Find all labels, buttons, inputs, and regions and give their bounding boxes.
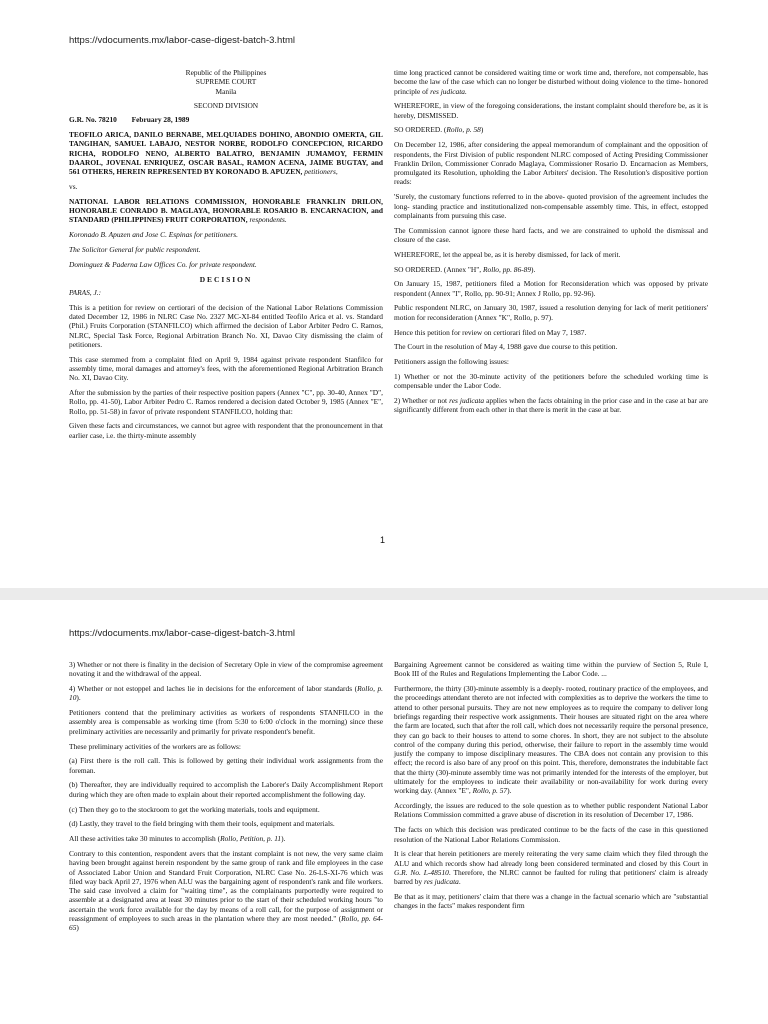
petitioners-names: TEOFILO ARICA, DANILO BERNABE, MELQUIADES DOHINO, ABONDIO OMERTA, GIL TANGIHAN, SAMUEL LABAJO, NESTOR NORBE, RODOLFO CONCEPCION, RICARDO RICHA, RODOLFO NENO, ALBERTO BALATRO, BENJAMIN JUMAMOY, FERMIN DAAROL, JOVENAL ENRIQUEZ, OSCAR BASAL, RAMON ACENA, JAIME BUGTAY, and 561 OTHERS, HEREIN REPRESENTED BY KORONADO B. APUZEN, — [69, 129, 383, 177]
paragraph: 4) Whether or not estoppel and laches lie in decisions for the enforcement of labor standards (Rollo, p. 10). — [69, 684, 383, 703]
paragraph: Bargaining Agreement cannot be considered as waiting time within the purview of Section 5, Rule I, Book III of the Rules and Regulations Implementing the Labor Code. ... — [394, 660, 708, 679]
paragraph: These preliminary activities of the workers are as follows: — [69, 741, 241, 751]
petitioners-label: petitioners, — [304, 167, 338, 177]
page2-left-column — [69, 660, 383, 938]
paragraph: This is a petition for review on certiorari of the decision of the National Labor Relations Commission dated December 12, 1986 in NLRC Case No. 2327 MC-XI-84 entitled Teofilo Arica et al. vs. Standard (Phil.) Fruits Corporation (STANFILCO) which affirmed the decision of Labor Arbiter Pedro C. Ramos, NLRC, Special Task Force, Regional Arbitration Branch No. XI, Davao City dismissing the claim of petitioners. — [69, 302, 383, 349]
source-url[interactable]: https://vdocuments.mx/labor-case-digest-batch-3.html — [69, 35, 295, 46]
paragraph: SO ORDERED. (Rollo, p. 58) — [394, 125, 484, 135]
respondents-names: NATIONAL LABOR RELATIONS COMMISSION, HONORABLE FRANKLIN DRILON, HONORABLE CONRADO B. MAGLAYA, HONORABLE ROSARIO B. ENCARNACION, and STANDARD (PHILIPPINES) FRUIT CORPORATION, — [69, 196, 383, 225]
paragraph: On December 12, 1986, after considering the appeal memorandum of complainant and the opposition of respondents, the First Division of public respondent NLRC composed of Acting Presiding Commissioner Franklin Drilon, Commissioner Conrado Maglaya, Commissioner Rosario D. Encarnacion as Members, promulgated its Resolution, upholding the Labor Arbiters' decision. The Resolution's dispositive portion reads: — [394, 140, 708, 187]
paragraph: Furthermore, the thirty (30)-minute assembly is a deeply- rooted, routinary practice of the employees, and the proceedings attendant thereto are not infected with complexities as to deprive the workers the time to attend to other personal pursuits. They are not new employees as to require the company to deliver long briefings regarding their respective work assignments. Their houses are situated right on the area where the farm are located, such that after the roll call, which does not necessarily require the personal presence, they can go back to their houses to attend to some chores. In short, they are not subject to the absolute control of the company during this period, otherwise, their failure to report in the assembly time would justify the company to impose disciplinary measures. The CBA does not contain any provision to this effect; the record is also bare of any proof on this point. This, therefore, demonstrates the indubitable fact that the thirty (30)-minute assembly time was not primarily intended for the interests of the employer, but ultimately for the employees to indicate their availability or non-availability for work during every working day. (Annex "E", Rollo, p. 57). — [394, 684, 708, 796]
paragraph: 'Surely, the customary functions referred to in the above- quoted provision of the agreement includes the long- standing practice and institutionalized non-compensable assembly time. This, in effect, estopped complainants from pursuing this case. — [394, 192, 708, 220]
paragraph: (d) Lastly, they travel to the field bringing with them their tools, equipment and materials. — [69, 819, 335, 829]
paragraph: 1) Whether or not the 30-minute activity of the petitioners before the scheduled working time is compensable under the Labor Code. — [394, 371, 708, 391]
page1-right-column — [394, 68, 708, 420]
respondents-block — [69, 197, 383, 225]
paragraph: WHEREFORE, let the appeal be, as it is hereby dismissed, for lack of merit. — [394, 249, 621, 259]
paragraph: 3) Whether or not there is finality in the decision of Secretary Ople in view of the compromise agreement novating it and the withdrawal of the appeal. — [69, 660, 383, 679]
petitioners-block — [69, 130, 383, 176]
page-number: 1 — [380, 535, 386, 545]
ponente: PARAS, J.: — [69, 287, 102, 297]
paragraph: (b) Thereafter, they are individually required to accomplish the Laborer's Daily Accomplishment Report during which they are often made to explain about their reported accomplishment the following day. — [69, 780, 383, 799]
paragraph: The facts on which this decision was predicated continue to be the facts of the case in this questioned resolution of the National Labor Relations Commission. — [394, 825, 708, 844]
paragraph: WHEREFORE, in view of the foregoing considerations, the instant complaint should therefore be, as it is hereby, DISMISSED. — [394, 101, 708, 120]
paragraph: Hence this petition for review on certiorari filed on May 7, 1987. — [394, 327, 587, 337]
paragraph: It is clear that herein petitioners are merely reiterating the very same claim which they filed through the ALU and which records show had already long been considered terminated and closed by this Court in G.R. No. L-48510. Therefore, the NLRC cannot be faulted for ruling that petitioners' claim is already barred by res judicata. — [394, 849, 709, 887]
counsel-private: Dominguez & Paderna Law Offices Co. for private respondent. — [69, 259, 257, 269]
paragraph: Accordingly, the issues are reduced to the sole question as to whether public respondent National Labor Relations Commission committed a grave abuse of discretion in its resolution of December 17, 1986. — [394, 801, 708, 820]
paragraph: Given these facts and circumstances, we cannot but agree with respondent that the pronouncement in that earlier case, i.e. the thirty-minute assembly — [69, 421, 383, 440]
paragraph: (a) First there is the roll call. This is followed by getting their individual work assignments from the foreman. — [69, 756, 383, 775]
paragraph: The Commission cannot ignore these hard facts, and we are constrained to uphold the dismissal and closure of the case. — [394, 225, 708, 244]
respondents-label: respondents. — [249, 215, 287, 225]
case-number: G.R. No. 78210 February 28, 1989 — [69, 115, 190, 125]
header-republic: Republic of the Philippines — [185, 68, 267, 77]
counsel-public: The Solicitor General for public respondent. — [69, 244, 201, 254]
header-division: SECOND DIVISION — [193, 100, 259, 110]
paragraph: After the submission by the parties of their respective position papers (Annex "C", pp. 30-40, Annex "D", Rollo, pp. 41-50), Labor Arbiter Pedro C. Ramos rendered a decision dated October 9, 1985 (Annex "E", Rollo, pp. 51-58) in favor of private respondent STANFILCO, holding that: — [69, 388, 383, 416]
paragraph: Petitioners assign the following issues: — [394, 357, 509, 367]
paragraph: 2) Whether or not res judicata applies when the facts obtaining in the prior case and in the case at bar are significantly different from each other in that there is merit in the case at bar. — [394, 396, 708, 415]
paragraph: Public respondent NLRC, on January 30, 1987, issued a resolution denying for lack of merit petitioners' motion for reconsideration (Annex "K", Rollo, p. 97). — [394, 303, 708, 322]
paragraph: This case stemmed from a complaint filed on April 9, 1984 against private respondent Stanfilco for assembly time, moral damages and attorney's fees, with the aforementioned Regional Arbitration Branch No. XI, Davao City. — [69, 354, 383, 383]
decision-heading: DECISION — [199, 274, 253, 284]
paragraph: Petitioners contend that the preliminary activities as workers of respondents STANFILCO in the assembly area is compensable as working time (from 5:30 to 6:00 o'clock in the morning) since these preliminary activities are necessarily and primarily for private respondent's benefit. — [69, 708, 383, 736]
source-url[interactable]: https://vdocuments.mx/labor-case-digest-batch-3.html — [69, 628, 295, 639]
paragraph: time long practiced cannot be considered waiting time or work time and, therefore, not compensable, has become the law of the case which can no longer be disturbed without doing violence to the time- honored principle of res judicata. — [394, 68, 708, 96]
page1-left-column — [69, 68, 383, 446]
paragraph: SO ORDERED. (Annex "H", Rollo, pp. 86-89). — [394, 264, 536, 274]
paragraph: The Court in the resolution of May 4, 1988 gave due course to this petition. — [394, 342, 618, 352]
header-city: Manila — [215, 86, 237, 96]
header-court: SUPREME COURT — [195, 77, 257, 87]
document-page-2 — [0, 600, 768, 1024]
counsel-petitioners: Koronado B. Apuzen and Jose C. Espinas for petitioners. — [69, 230, 238, 240]
paragraph: All these activities take 30 minutes to accomplish (Rollo, Petition, p. 11). — [69, 834, 286, 844]
paragraph: Be that as it may, petitioners' claim that there was a change in the factual scenario which are "substantial changes in the facts" makes respondent firm — [394, 892, 708, 911]
versus: vs. — [69, 181, 78, 191]
paragraph: (c) Then they go to the stockroom to get the working materials, tools and equipment. — [69, 804, 320, 814]
page2-right-column — [394, 660, 708, 916]
paragraph: On January 15, 1987, petitioners filed a Motion for Reconsideration which was opposed by private respondent (Annex "I", Rollo, pp. 90-91; Annex J Rollo, pp. 92-96). — [394, 279, 708, 298]
paragraph: Contrary to this contention, respondent avers that the instant complaint is not new, the very same claim having been brought against herein respondent by the same group of rank and file employees in the case of Associated Labor Union and Standard Fruit Corporation, NLRC Case No. 26-LS-XI-76 which was filed way back April 27, 1976 when ALU was the bargaining agent of respondent's rank and file workers. The said case involved a claim for "waiting time", as the complainants purportedly were required to assemble at a designated area at least 30 minutes prior to the start of their scheduled working hours "to ascertain the work force available for the day by means of a roll call, for the purpose of assignment or reassignment of employees to such areas in the plantation where they are most needed." (Rollo, pp. 64- 65) — [69, 848, 384, 933]
